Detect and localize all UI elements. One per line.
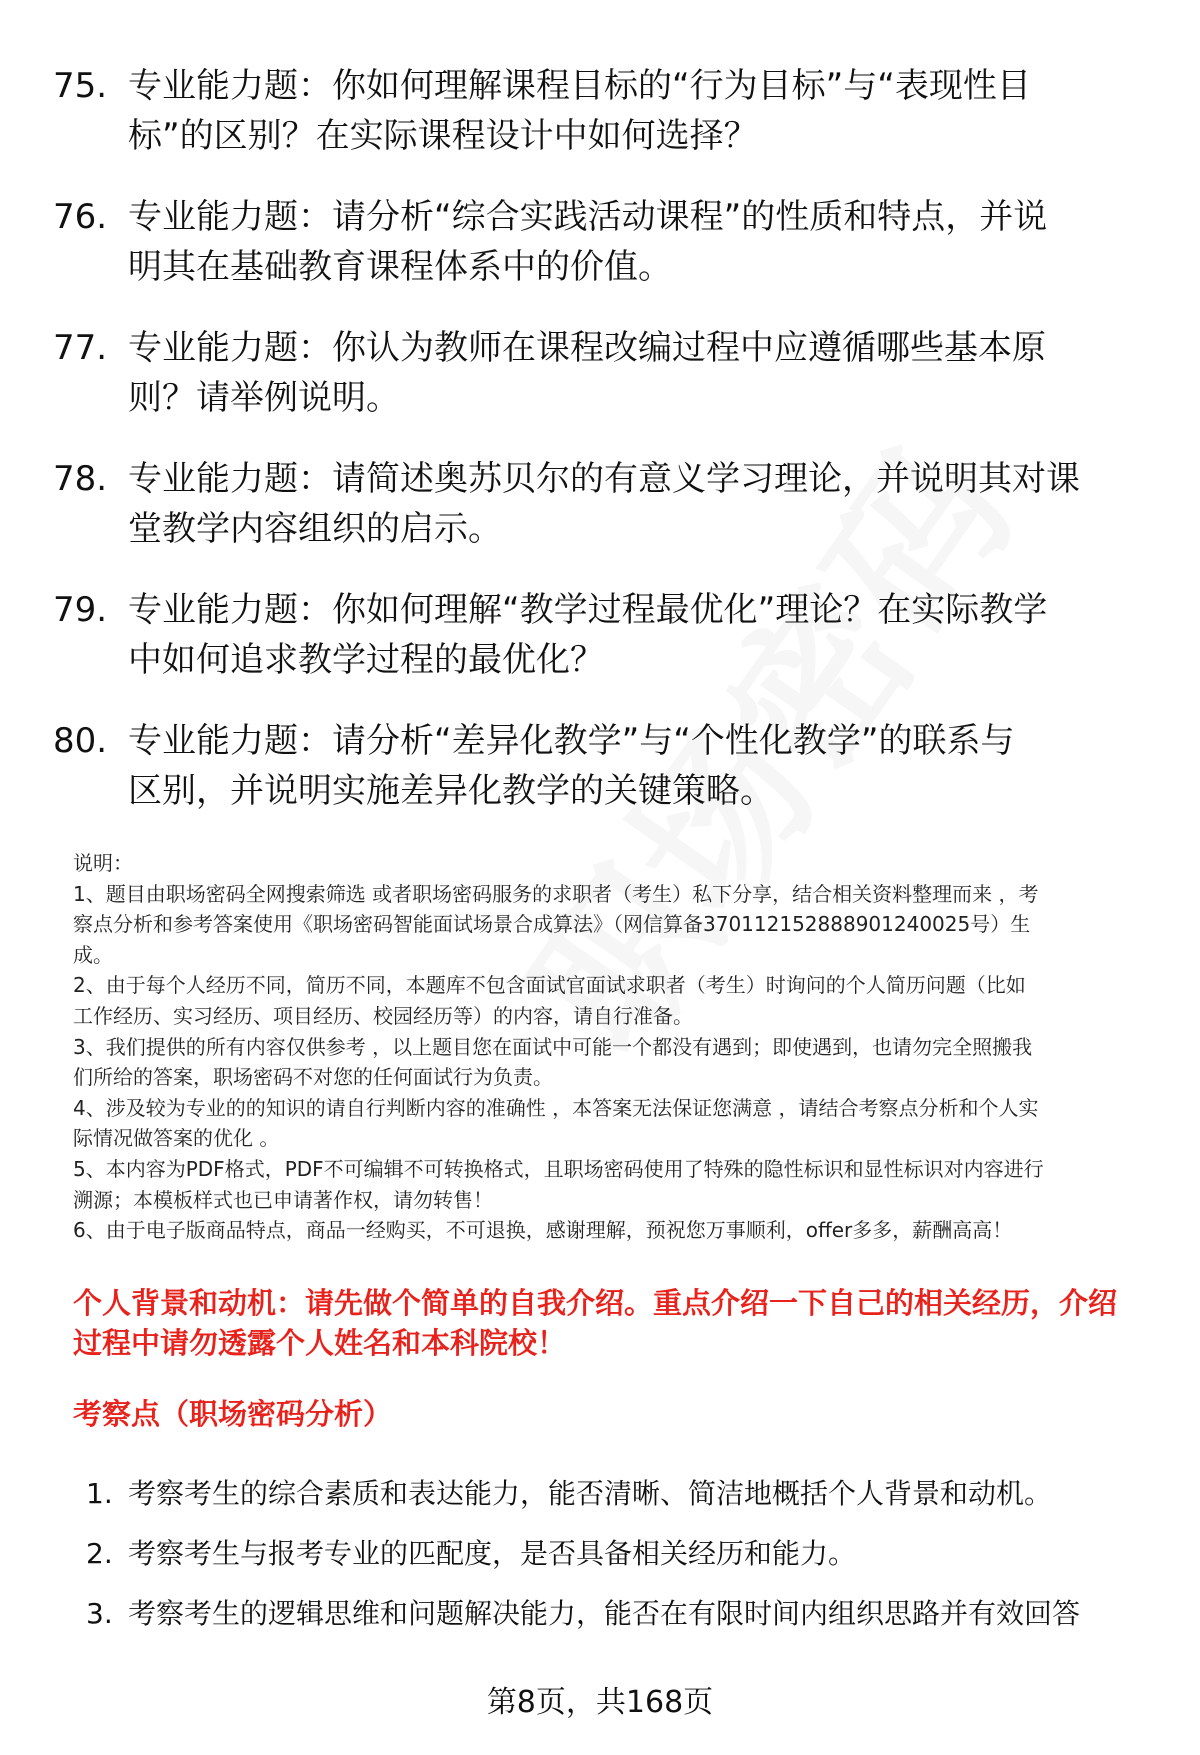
analysis-item-text: 考察考生的逻辑思维和问题解决能力，能否在有限时间内组织思路并有效回答 bbox=[128, 1597, 1081, 1630]
question-text-line: 堂教学内容组织的启示。 bbox=[128, 509, 502, 549]
question-item bbox=[53, 192, 1163, 292]
question-number: 78. bbox=[53, 459, 108, 499]
notes-title: 说明： bbox=[73, 851, 133, 875]
question-text-line: 专业能力题：你如何理解课程目标的“行为目标”与“表现性目 bbox=[128, 66, 1031, 106]
question-text-line: 标”的区别？在实际课程设计中如何选择？ bbox=[128, 116, 758, 156]
note-line: 1、题目由职场密码全网搜索筛选 或者职场密码服务的求职者（考生）私下分享，结合相关资料整理而来 ，考 bbox=[73, 881, 1039, 906]
note-line: 溯源；本模板样式也已申请著作权，请勿转售！ bbox=[73, 1187, 493, 1212]
note-line: 察点分析和参考答案使用《职场密码智能面试场景合成算法》（网信算备370112152888901240025号）生 bbox=[73, 912, 1031, 937]
self-intro-line: 个人背景和动机：请先做个简单的自我介绍。重点介绍一下自己的相关经历，介绍 bbox=[73, 1286, 1118, 1320]
question-text-line: 中如何追求教学过程的最优化？ bbox=[128, 640, 604, 680]
page-footer: 第8页，共168页 bbox=[486, 1685, 714, 1720]
note-line: 成。 bbox=[73, 942, 113, 967]
analysis-item-number: 1. bbox=[86, 1477, 113, 1510]
question-text-line: 区别，并说明实施差异化教学的关键策略。 bbox=[128, 771, 774, 811]
analysis-item bbox=[86, 1594, 1080, 1634]
analysis-item-number: 2. bbox=[86, 1537, 113, 1570]
question-number: 77. bbox=[53, 328, 108, 368]
note-line: 5、本内容为PDF格式，PDF不可编辑不可转换格式，且职场密码使用了特殊的隐性标识和显性标识对内容进行 bbox=[73, 1156, 1044, 1181]
question-item bbox=[53, 323, 1163, 423]
question-text-line: 则？请举例说明。 bbox=[128, 378, 400, 418]
note-line: 4、涉及较为专业的的知识的请自行判断内容的准确性 ，本答案无法保证您满意 ，请结合考察点分析和个人实 bbox=[73, 1095, 1039, 1120]
note-line: 3、我们提供的所有内容仅供参考 ，以上题目您在面试中可能一个都没有遇到；即使遇到，也请勿完全照搬我 bbox=[73, 1034, 1033, 1059]
question-item bbox=[53, 454, 1163, 554]
question-number: 75. bbox=[53, 66, 108, 106]
analysis-item bbox=[86, 1474, 1052, 1514]
notes-section bbox=[73, 848, 1163, 1246]
question-text-line: 专业能力题：请分析“差异化教学”与“个性化教学”的联系与 bbox=[128, 721, 1015, 761]
analysis-item bbox=[86, 1534, 856, 1574]
analysis-item-number: 3. bbox=[86, 1597, 113, 1630]
question-text-line: 专业能力题：你认为教师在课程改编过程中应遵循哪些基本原 bbox=[128, 328, 1046, 368]
note-line: 们所给的答案，职场密码不对您的任何面试行为负责。 bbox=[73, 1065, 553, 1090]
question-item bbox=[53, 585, 1163, 685]
analysis-item-text: 考察考生的综合素质和表达能力，能否清晰、简洁地概括个人背景和动机。 bbox=[128, 1477, 1053, 1510]
question-text-line: 专业能力题：请简述奥苏贝尔的有意义学习理论，并说明其对课 bbox=[128, 459, 1080, 499]
note-line: 工作经历、实习经历、项目经历、校园经历等）的内容，请自行准备。 bbox=[73, 1003, 693, 1028]
question-text-line: 专业能力题：请分析“综合实践活动课程”的性质和特点，并说 bbox=[128, 197, 1048, 237]
question-item bbox=[53, 61, 1163, 161]
note-line: 际情况做答案的优化 。 bbox=[73, 1126, 280, 1151]
question-number: 76. bbox=[53, 197, 108, 237]
question-item bbox=[53, 716, 1163, 816]
question-number: 79. bbox=[53, 590, 108, 630]
note-line: 6、由于电子版商品特点，商品一经购买，不可退换，感谢理解，预祝您万事顺利，offer多多，薪酬高高！ bbox=[73, 1218, 1013, 1243]
note-line: 2、由于每个人经历不同，简历不同，本题库不包含面试官面试求职者（考生）时询问的个人简历问题（比如 bbox=[73, 973, 1026, 998]
analysis-heading: 考察点（职场密码分析） bbox=[73, 1397, 393, 1431]
question-text-line: 专业能力题：你如何理解“教学过程最优化”理论？在实际教学 bbox=[128, 590, 1048, 630]
question-number: 80. bbox=[53, 721, 108, 761]
analysis-item-text: 考察考生与报考专业的匹配度，是否具备相关经历和能力。 bbox=[128, 1537, 857, 1570]
question-text-line: 明其在基础教育课程体系中的价值。 bbox=[128, 247, 672, 287]
self-intro-question bbox=[73, 1283, 1117, 1363]
self-intro-line: 过程中请勿透露个人姓名和本科院校！ bbox=[73, 1326, 567, 1360]
